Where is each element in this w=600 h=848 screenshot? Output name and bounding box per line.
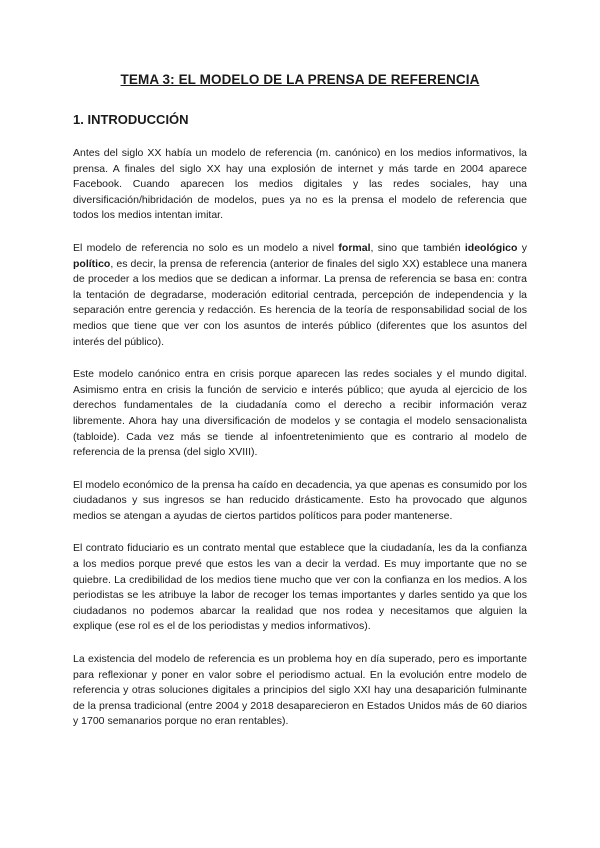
paragraph-2-text-c: , sino que también bbox=[370, 241, 465, 254]
paragraph-3: Este modelo canónico entra en crisis porque aparecen las redes sociales y el mundo digital. Asimismo entra en crisis la función de servicio e interés público; que ayuda al ejercicio de los derechos fundamentales de la ciudadanía como el derecho a recibir información veraz libremente. Ahora hay una diversificación de modelos y se contagia el modelo sensacionalista (tabloide). Cada vez más se tiende al infoentretenimiento que es contrario al modelo de referencia de la prensa (del siglo XVIII). bbox=[73, 368, 527, 459]
bold-term-politico: político bbox=[73, 257, 111, 270]
paragraph-6: La existencia del modelo de referencia es un problema hoy en día superado, pero es importante para reflexionar y poner en valor sobre el periodismo actual. En la evolución entre modelo de referencia y otras soluciones digitales a principios del siglo XXI hay una desaparición fulminante de la prensa tradicional (entre 2004 y 2018 desaparecieron en Estados Unidos más de 60 diarios y 1700 semanarios porque no eran rentables). bbox=[73, 653, 527, 728]
section-heading: 1. INTRODUCCIÓN bbox=[73, 112, 189, 127]
paragraph-2-text-e: , es decir, la prensa de referencia (anterior de finales del siglo XX) establece una manera de proceder a los medios que se dedican a informar. La prensa de referencia se basa en: contra la tentación de degradarse, moderación editorial centrada, percepción de independencia y la separación entre gerencia y redacción. Es herencia de la teoría de responsabilidad social de los medios que tiene que ver con los asuntos de interés público (diferentes que los asuntos del interés del público). bbox=[73, 257, 527, 348]
bold-term-ideologico: ideológico bbox=[464, 241, 518, 254]
paragraph-2 bbox=[73, 241, 527, 350]
paragraph-2-text-d: y bbox=[517, 241, 527, 254]
document-title: TEMA 3: EL MODELO DE LA PRENSA DE REFERENCIA bbox=[120, 72, 480, 87]
bold-term-formal: formal bbox=[338, 241, 371, 254]
paragraph-2-text-a: El modelo de referencia no solo es un modelo a nivel bbox=[73, 241, 339, 254]
paragraph-5: El contrato fiduciario es un contrato mental que establece que la ciudadanía, les da la confianza a los medios porque prevé que estos les van a decir la verdad. Es muy importante que no se quiebre. La credibilidad de los medios tiene mucho que ver con la confianza en los medios. A los periodistas se les atribuye la labor de recoger los temas importantes y darles sentido ya que los ciudadanos no podemos abarcar la realidad que nos rodea y necesitamos que alguien la explique (ese rol es el de los periodistas y medios informativos). bbox=[73, 542, 527, 633]
paragraph-4: El modelo económico de la prensa ha caído en decadencia, ya que apenas es consumido por los ciudadanos y sus ingresos se han reducido drásticamente. Esto ha provocado que algunos medios se atengan a ayudas de ciertos partidos políticos para poder mantenerse. bbox=[73, 478, 527, 522]
paragraph-1: Antes del siglo XX había un modelo de referencia (m. canónico) en los medios informativos, la prensa. A finales del siglo XX hay una explosión de internet y más tarde en 2004 aparece Facebook. Cuando aparecen los medios digitales y las redes sociales, hay una diversificación/hibridación de modelos, pues ya no es la prensa el modelo de referencia que todos los medios intentan imitar. bbox=[73, 147, 527, 222]
